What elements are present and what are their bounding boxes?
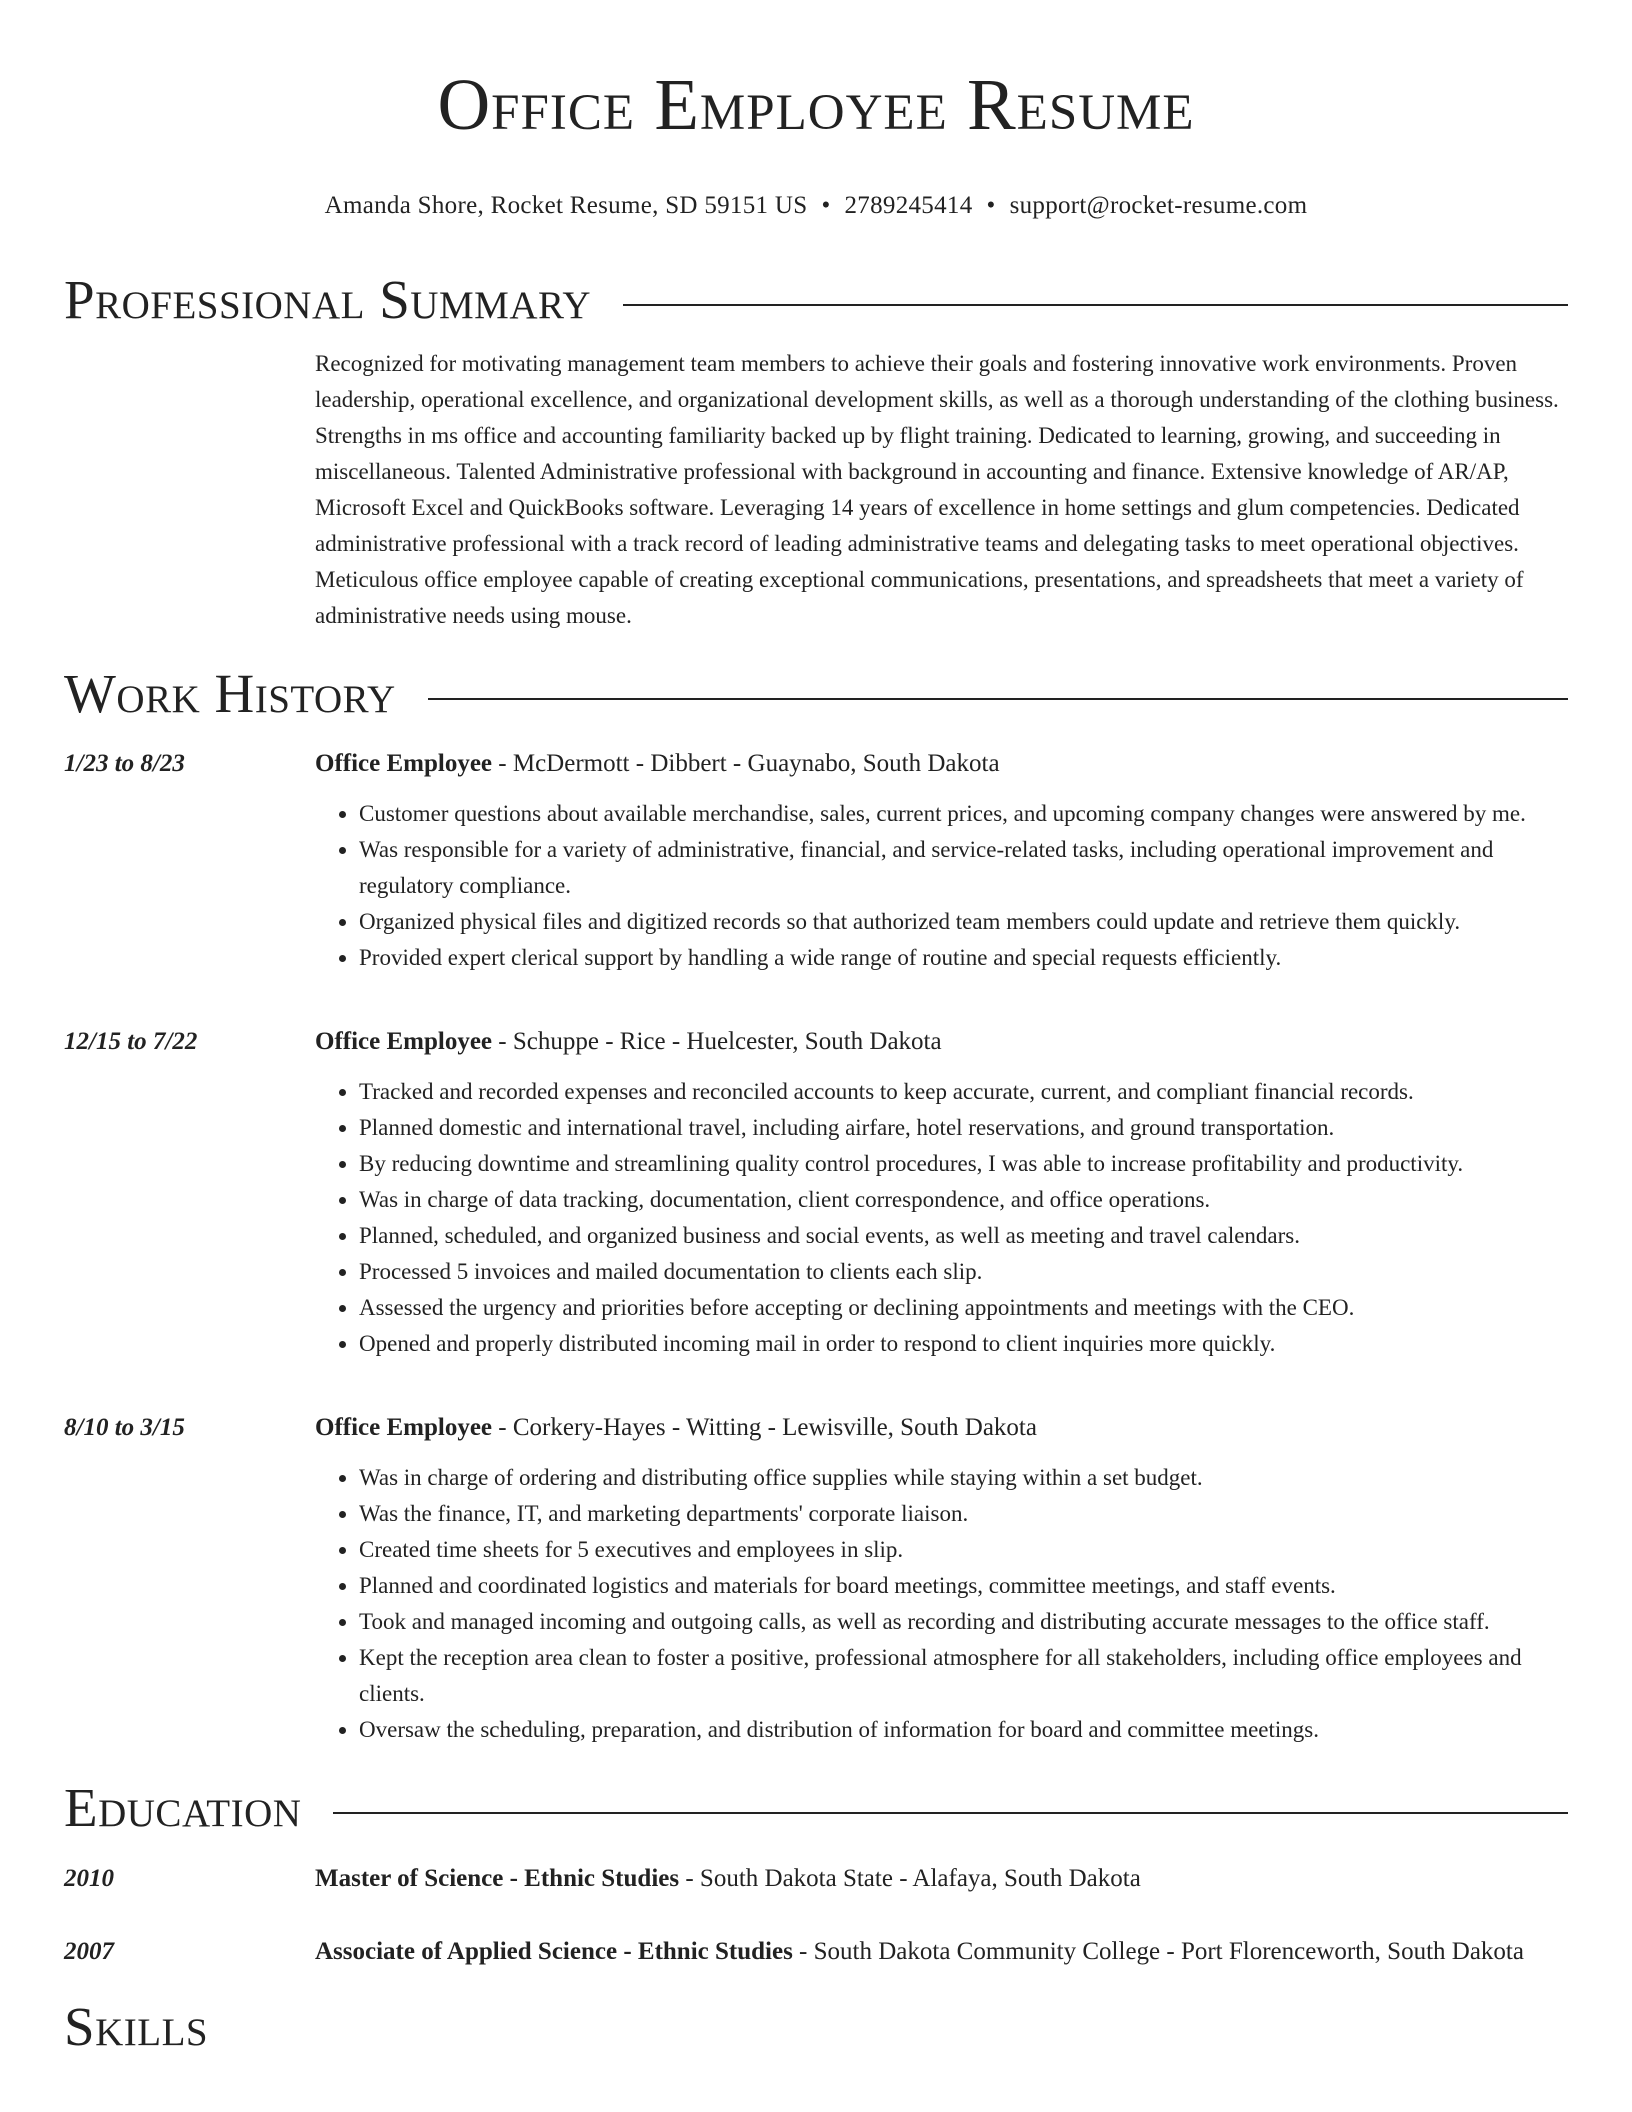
job-bullet: • Planned, scheduled, and organized business and social events, as well as meeting and travel calendars. — [359, 1218, 1568, 1254]
job-bullet: • Was in charge of ordering and distributing office supplies while staying within a set budget. — [359, 1460, 1568, 1496]
job-body — [315, 1024, 1568, 1362]
job-bullet: • Customer questions about available merchandise, sales, current prices, and upcoming company changes were answered by me. — [359, 796, 1568, 832]
education-school-location: - South Dakota State - Alafaya, South Dakota — [679, 1865, 1141, 1892]
education-entry — [64, 1860, 1568, 1898]
job-body — [315, 1410, 1568, 1748]
job-bullet: • Processed 5 invoices and mailed documentation to clients each slip. — [359, 1254, 1568, 1290]
contact-separator: • — [986, 192, 996, 219]
job-bullet: • Opened and properly distributed incoming mail in order to respond to client inquiries more quickly. — [359, 1326, 1568, 1362]
section-divider — [333, 1812, 1568, 1814]
skills-heading: Skills — [64, 1996, 209, 2057]
contact-phone: 2789245414 — [844, 192, 973, 219]
job-bullet: • Assessed the urgency and priorities before accepting or declining appointments and meetings with the CEO. — [359, 1290, 1568, 1326]
education-year: 2010 — [64, 1865, 114, 1892]
work-history-list — [64, 746, 1568, 1748]
job-bullet: • Provided expert clerical support by handling a wide range of routine and special requests efficiently. — [359, 940, 1568, 976]
job-bullet: • Was responsible for a variety of administrative, financial, and service-related tasks, including operational improvement and regulatory compliance. — [359, 832, 1568, 904]
education-section-header — [64, 1774, 1568, 1842]
education-year: 2007 — [64, 1938, 114, 1965]
job-dates: 8/10 to 3/15 — [64, 1414, 185, 1441]
job-bullet: • Organized physical files and digitized records so that authorized team members could update and retrieve them quickly. — [359, 904, 1568, 940]
job-dates: 12/15 to 7/22 — [64, 1028, 198, 1055]
job-heading — [315, 1024, 1568, 1060]
job-employer-location: - McDermott - Dibbert - Guaynabo, South Dakota — [492, 750, 1000, 777]
contact-address: Amanda Shore, Rocket Resume, SD 59151 US — [324, 192, 808, 219]
education-degree: Master of Science - Ethnic Studies — [315, 1865, 680, 1892]
job-employer-location: - Schuppe - Rice - Huelcester, South Dakota — [492, 1028, 942, 1055]
education-body — [315, 1933, 1568, 1971]
job-bullet: • Tracked and recorded expenses and reconciled accounts to keep accurate, current, and compliant financial records. — [359, 1074, 1568, 1110]
summary-heading: Professional Summary — [64, 269, 592, 330]
job-title: Office Employee — [315, 750, 493, 777]
resume-title: Office Employee Resume — [437, 64, 1195, 145]
skills-section-header — [64, 1993, 1568, 2061]
job-bullet: • Created time sheets for 5 executives and employees in slip. — [359, 1532, 1568, 1568]
job-bullet: • Was the finance, IT, and marketing departments' corporate liaison. — [359, 1496, 1568, 1532]
job-entry — [64, 1024, 1568, 1362]
education-school-location: - South Dakota Community College - Port Florenceworth, South Dakota — [792, 1938, 1524, 1965]
job-bullet: • By reducing downtime and streamlining quality control procedures, I was able to increase profitability and productivity. — [359, 1146, 1568, 1182]
work-heading: Work History — [64, 663, 396, 724]
job-heading — [315, 746, 1568, 782]
education-heading: Education — [64, 1777, 302, 1838]
job-bullet: • Oversaw the scheduling, preparation, and distribution of information for board and committee meetings. — [359, 1712, 1568, 1748]
resume-page — [64, 0, 1568, 2061]
job-bullet-list — [315, 1460, 1568, 1748]
job-title: Office Employee — [315, 1028, 493, 1055]
work-section-header — [64, 660, 1568, 728]
job-bullet: • Took and managed incoming and outgoing calls, as well as recording and distributing accurate messages to the office staff. — [359, 1604, 1568, 1640]
contact-separator: • — [821, 192, 831, 219]
job-entry — [64, 746, 1568, 976]
job-bullet: • Kept the reception area clean to foster a positive, professional atmosphere for all stakeholders, including office employees and clients. — [359, 1640, 1568, 1712]
job-heading — [315, 1410, 1568, 1446]
job-body — [315, 746, 1568, 976]
contact-email: support@rocket-resume.com — [1009, 192, 1308, 219]
job-bullet-list — [315, 1074, 1568, 1362]
job-bullet-list — [315, 796, 1568, 976]
job-bullet: • Was in charge of data tracking, documentation, client correspondence, and office operations. — [359, 1182, 1568, 1218]
job-dates: 1/23 to 8/23 — [64, 750, 185, 777]
job-bullet: • Planned and coordinated logistics and materials for board meetings, committee meetings, and staff events. — [359, 1568, 1568, 1604]
job-employer-location: - Corkery-Hayes - Witting - Lewisville, South Dakota — [492, 1414, 1037, 1441]
job-entry — [64, 1410, 1568, 1748]
section-divider — [623, 304, 1568, 306]
job-bullet: • Planned domestic and international travel, including airfare, hotel reservations, and ground transportation. — [359, 1110, 1568, 1146]
summary-section-header — [64, 266, 1568, 334]
contact-line — [64, 190, 1568, 222]
education-entry — [64, 1933, 1568, 1971]
summary-text: Recognized for motivating management team members to achieve their goals and fostering innovative work environments. Proven leadership, operational excellence, and organizational development skills, as well as a thorough understanding of the clothing business. Strengths in ms office and accounting familiarity backed up by flight training. Dedicated to learning, growing, and succeeding in miscellaneous. Talented Administrative professional with background in accounting and finance. Extensive knowledge of AR/AP, Microsoft Excel and QuickBooks software. Leveraging 14 years of excellence in home settings and glum competencies. Dedicated administrative professional with a track record of leading administrative teams and delegating tasks to meet operational objectives. Meticulous office employee capable of creating exceptional communications, presentations, and spreadsheets that meet a variety of administrative needs using mouse. — [315, 351, 1559, 628]
education-list — [64, 1860, 1568, 1971]
job-title: Office Employee — [315, 1414, 493, 1441]
education-body — [315, 1860, 1568, 1898]
education-degree: Associate of Applied Science - Ethnic Studies — [315, 1938, 793, 1965]
section-divider — [428, 698, 1568, 700]
